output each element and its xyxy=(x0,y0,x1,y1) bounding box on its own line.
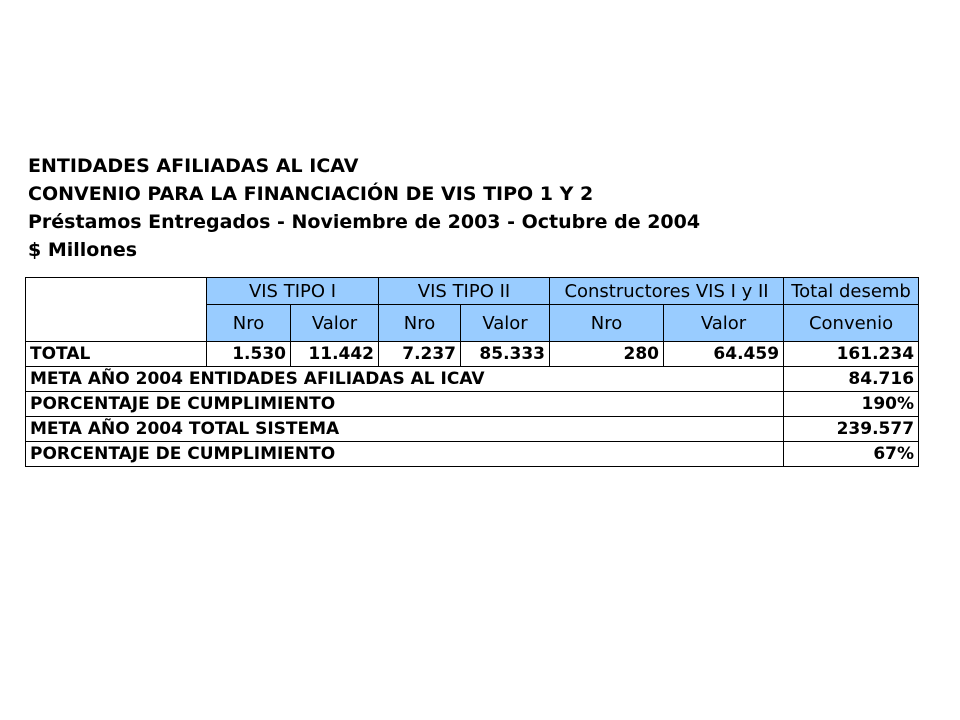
title-line-1: ENTIDADES AFILIADAS AL ICAV xyxy=(28,155,359,177)
header-total-desemb: Total desemb xyxy=(784,278,919,305)
row-value: 84.716 xyxy=(784,367,919,392)
row-label: META AÑO 2004 ENTIDADES AFILIADAS AL ICAV xyxy=(26,367,784,392)
total-vis1-valor: 11.442 xyxy=(291,342,379,367)
header-constr-valor: Valor xyxy=(664,305,784,342)
loans-table xyxy=(25,277,919,467)
header-corner xyxy=(26,278,207,342)
total-vis1-nro: 1.530 xyxy=(207,342,291,367)
header-convenio: Convenio xyxy=(784,305,919,342)
total-vis2-nro: 7.237 xyxy=(379,342,461,367)
row-label: PORCENTAJE DE CUMPLIMIENTO xyxy=(26,392,784,417)
header-vis-tipo-1: VIS TIPO I xyxy=(207,278,379,305)
total-constr-valor: 64.459 xyxy=(664,342,784,367)
row-value: 190% xyxy=(784,392,919,417)
table-row xyxy=(26,367,919,392)
header-vis1-valor: Valor xyxy=(291,305,379,342)
title-line-3: Préstamos Entregados - Noviembre de 2003 - Octubre de 2004 xyxy=(28,211,701,233)
table-row-total xyxy=(26,342,919,367)
header-vis1-nro: Nro xyxy=(207,305,291,342)
header-constr-nro: Nro xyxy=(550,305,664,342)
table-row xyxy=(26,417,919,442)
header-vis2-nro: Nro xyxy=(379,305,461,342)
row-label: META AÑO 2004 TOTAL SISTEMA xyxy=(26,417,784,442)
title-line-2: CONVENIO PARA LA FINANCIACIÓN DE VIS TIPO 1 Y 2 xyxy=(28,183,594,205)
document-title xyxy=(28,152,700,264)
table-row xyxy=(26,442,919,467)
table-row xyxy=(26,392,919,417)
total-label: TOTAL xyxy=(26,342,207,367)
total-desemb-value: 161.234 xyxy=(784,342,919,367)
title-line-4: $ Millones xyxy=(28,239,138,261)
header-row-groups xyxy=(26,278,919,305)
total-vis2-valor: 85.333 xyxy=(461,342,550,367)
header-constructores: Constructores VIS I y II xyxy=(550,278,784,305)
row-label: PORCENTAJE DE CUMPLIMIENTO xyxy=(26,442,784,467)
header-vis-tipo-2: VIS TIPO II xyxy=(379,278,550,305)
header-vis2-valor: Valor xyxy=(461,305,550,342)
row-value: 239.577 xyxy=(784,417,919,442)
total-constr-nro: 280 xyxy=(550,342,664,367)
row-value: 67% xyxy=(784,442,919,467)
